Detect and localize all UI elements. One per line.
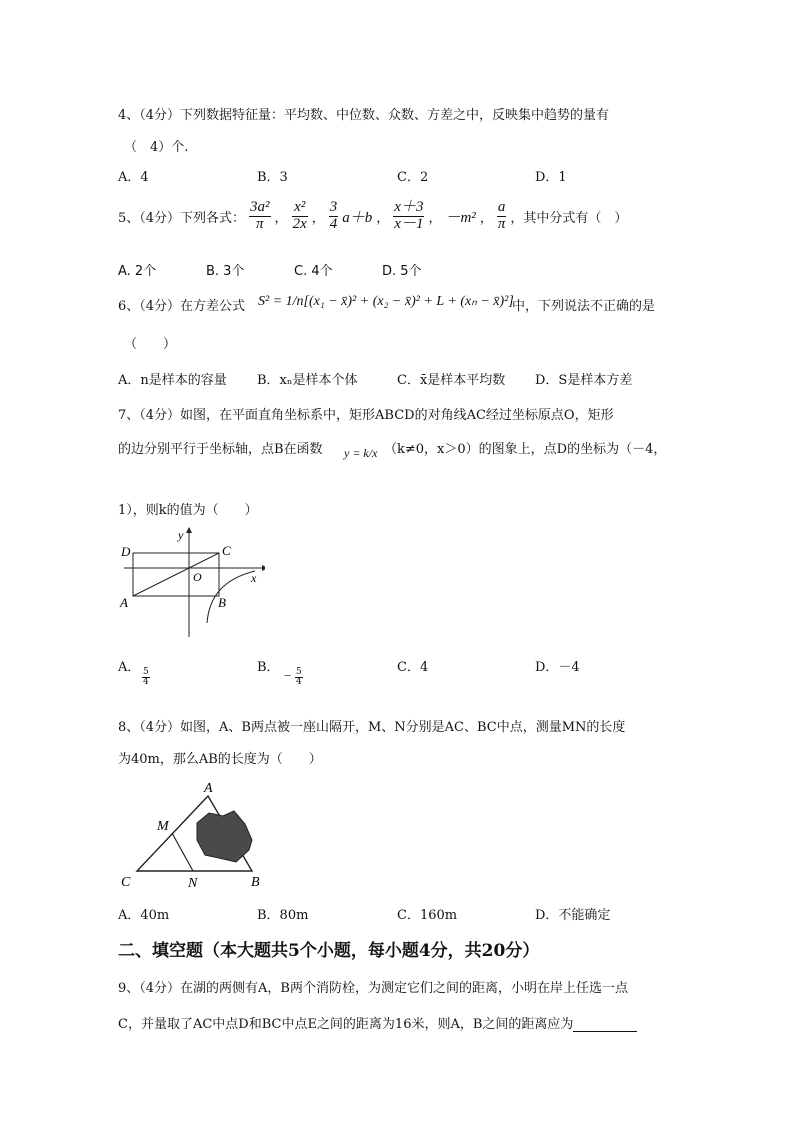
q9-stem-line1: 9、（4分）在湖的两侧有A，B两个消防栓，为测定它们之间的距离，小明在岸上任选一点 (118, 981, 628, 996)
q8-label-n: N (188, 876, 198, 891)
q5-option-d: D. 5个 (382, 264, 422, 279)
q4-option-a: A．4 (118, 170, 149, 185)
q5-option-b: B. 3个 (206, 264, 245, 279)
q7-option-b: B． − $\frac{5}{4}$ (257, 660, 302, 688)
q5-expr-3: $\frac{3}{4}$ (329, 199, 338, 232)
q4-stem: 4、（4分）下列数据特征量：平均数、中位数、众数、方差之中，反映集中趋势的量有 (118, 108, 610, 123)
q6-prefix: 6、（4分）在方差公式 (118, 299, 246, 314)
q8-label-m: M (157, 819, 169, 834)
q8-option-a: A．40m (118, 908, 170, 923)
q7-label-o: O (193, 570, 202, 584)
q7-label-y: y (178, 528, 184, 542)
q7-option-c: C．4 (397, 660, 429, 675)
q7-diagonal-ac (133, 553, 219, 596)
q8-segment-mn (172, 833, 193, 871)
q8-mountain (197, 811, 252, 862)
q5-suffix: ，其中分式有（ ） (510, 210, 628, 226)
q9-stem-line2-text: C，并量取了AC中点D和BC中点E之间的距离为16米，则A，B之间的距离应为 (118, 1017, 574, 1032)
q4-option-d: D．1 (535, 170, 567, 185)
q6-option-c: C．x̄是样本平均数 (397, 373, 506, 388)
q7-function: y = k/x (344, 446, 378, 460)
q8-option-c: C．160m (397, 908, 458, 923)
q7-label-d: D (121, 544, 131, 559)
q5-expr-1: $\frac{\text{3a²}}{\pi}$ (250, 199, 270, 232)
q7-stem-line2b: （k≠0，x＞0）的图象上，点D的坐标为（－4， (384, 442, 667, 457)
q6-option-d: D．S是样本方差 (535, 373, 633, 388)
q5-option-a: A. 2个 (118, 264, 157, 279)
q6-suffix: 中，下列说法不正确的是 (512, 299, 656, 314)
q5-prefix: 5、（4分）下列各式： (118, 210, 246, 226)
q7-option-b-fraction: $\frac{5}{4}$ (296, 667, 302, 688)
q8-option-d: D．不能确定 (535, 908, 611, 923)
q8-stem-line2: 为40m，那么AB的长度为（ ） (118, 752, 322, 767)
q7-x-arrow (262, 565, 265, 571)
q8-figure (115, 778, 275, 893)
q7-stem-line3: 1），则k的值为（ ） (118, 503, 258, 518)
q5-expr-3-tail: a＋b (342, 209, 373, 226)
q7-label-a: A (120, 595, 128, 610)
q5-expr-4: $\frac{x+3}{x-1}$ (394, 199, 424, 232)
q7-option-a-fraction: $\frac{5}{4}$ (143, 667, 149, 688)
q8-label-c: C (121, 875, 131, 890)
q9-stem-line2 (118, 1013, 637, 1032)
q5-expr-6: $\frac{a}{\pi}$ (497, 199, 506, 232)
q4-option-c: C．2 (397, 170, 429, 185)
q5-option-c: C. 4个 (294, 264, 333, 279)
q7-option-a: A． $\frac{5}{4}$ (118, 660, 149, 688)
q8-label-b: B (251, 875, 260, 890)
q7-hyperbola (207, 571, 255, 623)
q7-option-d: D．－4 (535, 660, 580, 675)
q7-y-arrow (186, 527, 192, 533)
q5-expr-2: $\frac{\text{x²}}{2x}$ (292, 199, 307, 232)
q8-label-a: A (204, 781, 213, 796)
q7-label-c: C (222, 543, 231, 558)
q7-stem-line2a: 的边分别平行于坐标轴，点B在函数 (118, 442, 323, 457)
q4-stem-line2: （ 4）个. (124, 140, 189, 155)
q7-label-b: B (218, 595, 226, 610)
q5-stem: 5、（4分）下列各式： $\frac{\text{3a²}}{\pi}$ ， $\frac{\text{x²}}{2x}$ ， $\frac{3}{4}$ a＋b ， $\frac{x+3}{x-1}$ ， －m² ， $\frac{a}{\pi}$ ，其中分式有（ ） (118, 199, 628, 232)
q7-option-b-sign: − (283, 668, 292, 683)
q8-stem-line1: 8、（4分）如图，A、B两点被一座山隔开，M、N分别是AC、BC中点，测量MN的长度 (118, 720, 626, 735)
q7-label-x: x (251, 571, 257, 585)
q7-figure (115, 525, 265, 640)
q6-option-a: A．n是样本的容量 (118, 373, 227, 388)
q8-option-b: B．80m (257, 908, 309, 923)
section-heading: 二、填空题（本大题共5个小题，每小题4分，共20分） (118, 941, 540, 961)
q4-option-b: B．3 (257, 170, 288, 185)
q6-stem-line2: （ ） (124, 337, 177, 352)
q9-answer-blank[interactable] (573, 1019, 637, 1032)
q7-stem-line1: 7、（4分）如图，在平面直角坐标系中，矩形ABCD的对角线AC经过坐标原点O，矩形 (118, 408, 614, 423)
q6-option-b: B．xₙ是样本个体 (257, 373, 358, 388)
q6-formula: S² = 1/n[(x₁ − x̄)² + (x₂ − x̄)² + L + (xₙ − x̄)²] (258, 294, 514, 309)
q5-expr-5: －m² (445, 209, 476, 226)
